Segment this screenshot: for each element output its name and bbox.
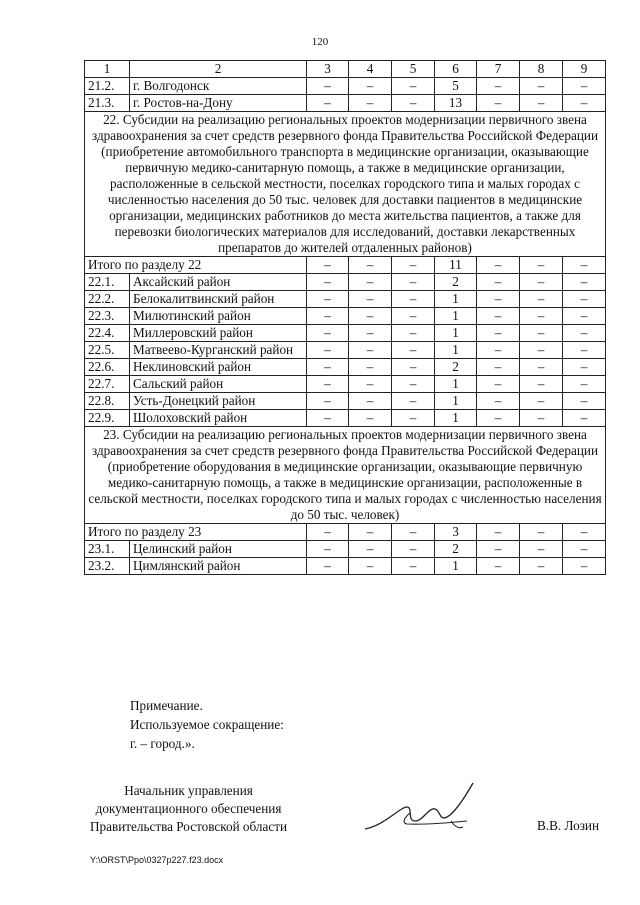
- value-cell: 11: [435, 257, 477, 274]
- value-cell: –: [392, 359, 435, 376]
- value-cell: –: [349, 558, 392, 575]
- value-cell: –: [477, 274, 520, 291]
- value-cell: –: [563, 78, 606, 95]
- header-cell: 9: [563, 61, 606, 78]
- value-cell: –: [563, 376, 606, 393]
- value-cell: –: [307, 410, 349, 427]
- value-cell: 1: [435, 410, 477, 427]
- value-cell: –: [477, 257, 520, 274]
- value-cell: –: [307, 291, 349, 308]
- section-title-row: [85, 112, 606, 257]
- header-cell: 3: [307, 61, 349, 78]
- table-row: [85, 342, 606, 359]
- value-cell: –: [349, 291, 392, 308]
- table-row: [85, 78, 606, 95]
- section-title: 23. Субсидии на реализацию региональных проектов модернизации первичного звена здравоохранения за счет средств резервного фонда Правительства Российской Федерации (приобретение оборудования в медицинские организации, оказывающие первичную медико-санитарную помощь, а также в медицинские организации, расположенные в сельской местности, поселках городского типа и малых городах с численностью населения до 50 тыс. человек): [85, 427, 606, 524]
- value-cell: 1: [435, 342, 477, 359]
- value-cell: –: [349, 393, 392, 410]
- value-cell: –: [563, 524, 606, 541]
- value-cell: –: [563, 558, 606, 575]
- signature-line-1: Начальник управления: [124, 783, 253, 798]
- value-cell: –: [563, 393, 606, 410]
- value-cell: 3: [435, 524, 477, 541]
- value-cell: –: [477, 524, 520, 541]
- value-cell: 1: [435, 291, 477, 308]
- note-block: [130, 696, 284, 753]
- note-title: Примечание.: [130, 698, 203, 713]
- table-row: [85, 274, 606, 291]
- table-row: [85, 541, 606, 558]
- header-cell: 1: [85, 61, 130, 78]
- value-cell: –: [307, 257, 349, 274]
- row-number: 22.2.: [85, 291, 130, 308]
- table-row: [85, 308, 606, 325]
- section-title: 22. Субсидии на реализацию региональных проектов модернизации первичного звена здравоохранения за счет средств резервного фонда Правительства Российской Федерации (приобретение автомобильного транспорта в медицинские организации, оказывающие первичную медико-санитарную помощь, а также в медицинские организации, расположенные в сельской местности, поселках городского типа и малых городах с численностью населения до 50 тыс. человек для доставки пациентов в медицинские организации, медицинских работников до места жительства пациентов, а также для перевозки биологических материалов для исследований, доставки лекарственных препаратов до жителей отдаленных районов): [85, 112, 606, 257]
- value-cell: –: [520, 376, 563, 393]
- row-name: Матвеево-Курганский район: [130, 342, 307, 359]
- value-cell: 5: [435, 78, 477, 95]
- value-cell: 1: [435, 325, 477, 342]
- value-cell: –: [563, 541, 606, 558]
- value-cell: –: [520, 359, 563, 376]
- value-cell: –: [477, 342, 520, 359]
- signer-name: В.В. Лозин: [537, 818, 600, 833]
- value-cell: –: [349, 410, 392, 427]
- row-name: Неклиновский район: [130, 359, 307, 376]
- value-cell: 13: [435, 95, 477, 112]
- signature-line-3: Правительства Ростовской области: [90, 819, 288, 834]
- section-title-row: [85, 427, 606, 524]
- row-name: Усть-Донецкий район: [130, 393, 307, 410]
- value-cell: –: [392, 410, 435, 427]
- row-number: 22.6.: [85, 359, 130, 376]
- value-cell: –: [307, 376, 349, 393]
- value-cell: –: [349, 342, 392, 359]
- table-row: [85, 291, 606, 308]
- value-cell: –: [520, 95, 563, 112]
- value-cell: –: [520, 342, 563, 359]
- signature-line-2: документационного обеспечения: [95, 801, 282, 816]
- table-row: [85, 95, 606, 112]
- value-cell: –: [520, 274, 563, 291]
- row-name: Целинский район: [130, 541, 307, 558]
- value-cell: –: [477, 78, 520, 95]
- value-cell: –: [349, 541, 392, 558]
- value-cell: –: [349, 95, 392, 112]
- header-cell: 6: [435, 61, 477, 78]
- value-cell: –: [520, 291, 563, 308]
- value-cell: –: [520, 410, 563, 427]
- row-name: Белокалитвинский район: [130, 291, 307, 308]
- value-cell: –: [563, 308, 606, 325]
- total-row: [85, 257, 606, 274]
- value-cell: –: [307, 342, 349, 359]
- value-cell: –: [520, 78, 563, 95]
- header-cell: 5: [392, 61, 435, 78]
- row-name: Шолоховский район: [130, 410, 307, 427]
- table-row: [85, 359, 606, 376]
- total-label: Итого по разделу 23: [85, 524, 307, 541]
- value-cell: –: [392, 376, 435, 393]
- file-path: Y:\ORST\Ppo\0327p227.f23.docx: [90, 855, 224, 865]
- note-abbrev-label: Используемое сокращение:: [130, 717, 284, 732]
- value-cell: –: [349, 376, 392, 393]
- value-cell: –: [563, 291, 606, 308]
- table-row: [85, 325, 606, 342]
- value-cell: –: [520, 257, 563, 274]
- value-cell: –: [392, 78, 435, 95]
- header-cell: 7: [477, 61, 520, 78]
- value-cell: –: [307, 308, 349, 325]
- header-cell: 2: [130, 61, 307, 78]
- value-cell: –: [477, 393, 520, 410]
- value-cell: –: [307, 524, 349, 541]
- header-cell: 4: [349, 61, 392, 78]
- value-cell: 1: [435, 393, 477, 410]
- row-number: 21.2.: [85, 78, 130, 95]
- value-cell: –: [563, 342, 606, 359]
- value-cell: –: [349, 257, 392, 274]
- value-cell: –: [477, 325, 520, 342]
- header-cell: 8: [520, 61, 563, 78]
- row-name: г. Волгодонск: [130, 78, 307, 95]
- value-cell: –: [307, 95, 349, 112]
- header-row: [85, 61, 606, 78]
- value-cell: –: [392, 325, 435, 342]
- value-cell: –: [349, 274, 392, 291]
- value-cell: –: [520, 524, 563, 541]
- row-number: 22.7.: [85, 376, 130, 393]
- value-cell: –: [563, 95, 606, 112]
- table-row: [85, 393, 606, 410]
- value-cell: –: [307, 393, 349, 410]
- value-cell: –: [477, 376, 520, 393]
- total-row: [85, 524, 606, 541]
- value-cell: –: [307, 274, 349, 291]
- value-cell: –: [477, 291, 520, 308]
- value-cell: –: [349, 325, 392, 342]
- row-name: Миллеровский район: [130, 325, 307, 342]
- value-cell: –: [520, 325, 563, 342]
- value-cell: –: [563, 359, 606, 376]
- value-cell: 2: [435, 274, 477, 291]
- table-row: [85, 376, 606, 393]
- row-number: 22.5.: [85, 342, 130, 359]
- value-cell: –: [520, 308, 563, 325]
- note-abbrev: г. – город.».: [130, 736, 195, 751]
- row-number: 22.9.: [85, 410, 130, 427]
- value-cell: –: [392, 524, 435, 541]
- row-name: Аксайский район: [130, 274, 307, 291]
- value-cell: –: [392, 274, 435, 291]
- value-cell: –: [307, 78, 349, 95]
- value-cell: –: [392, 393, 435, 410]
- value-cell: –: [307, 359, 349, 376]
- value-cell: –: [563, 325, 606, 342]
- value-cell: –: [392, 541, 435, 558]
- value-cell: –: [392, 95, 435, 112]
- value-cell: 1: [435, 308, 477, 325]
- value-cell: –: [349, 78, 392, 95]
- value-cell: –: [520, 541, 563, 558]
- data-table: [84, 60, 606, 575]
- signature-position: [90, 782, 287, 836]
- value-cell: –: [349, 308, 392, 325]
- value-cell: 2: [435, 541, 477, 558]
- value-cell: –: [520, 393, 563, 410]
- value-cell: –: [563, 257, 606, 274]
- value-cell: –: [392, 257, 435, 274]
- row-name: Сальский район: [130, 376, 307, 393]
- value-cell: –: [477, 410, 520, 427]
- value-cell: –: [392, 342, 435, 359]
- row-number: 22.1.: [85, 274, 130, 291]
- value-cell: 2: [435, 359, 477, 376]
- value-cell: –: [392, 291, 435, 308]
- row-number: 22.3.: [85, 308, 130, 325]
- value-cell: –: [307, 325, 349, 342]
- row-number: 22.4.: [85, 325, 130, 342]
- value-cell: –: [520, 558, 563, 575]
- value-cell: –: [563, 410, 606, 427]
- page-number: 120: [311, 36, 329, 48]
- table-row: [85, 558, 606, 575]
- value-cell: –: [349, 524, 392, 541]
- value-cell: –: [477, 558, 520, 575]
- value-cell: –: [392, 308, 435, 325]
- handwritten-signature: [355, 777, 495, 837]
- value-cell: –: [307, 558, 349, 575]
- row-number: 23.1.: [85, 541, 130, 558]
- row-name: Цимлянский район: [130, 558, 307, 575]
- value-cell: –: [349, 359, 392, 376]
- row-number: 22.8.: [85, 393, 130, 410]
- row-number: 21.3.: [85, 95, 130, 112]
- value-cell: –: [563, 274, 606, 291]
- value-cell: –: [477, 541, 520, 558]
- table-row: [85, 410, 606, 427]
- value-cell: –: [477, 359, 520, 376]
- value-cell: 1: [435, 376, 477, 393]
- row-number: 23.2.: [85, 558, 130, 575]
- value-cell: –: [477, 95, 520, 112]
- total-label: Итого по разделу 22: [85, 257, 307, 274]
- value-cell: –: [477, 308, 520, 325]
- row-name: Милютинский район: [130, 308, 307, 325]
- value-cell: –: [392, 558, 435, 575]
- value-cell: –: [307, 541, 349, 558]
- value-cell: 1: [435, 558, 477, 575]
- row-name: г. Ростов-на-Дону: [130, 95, 307, 112]
